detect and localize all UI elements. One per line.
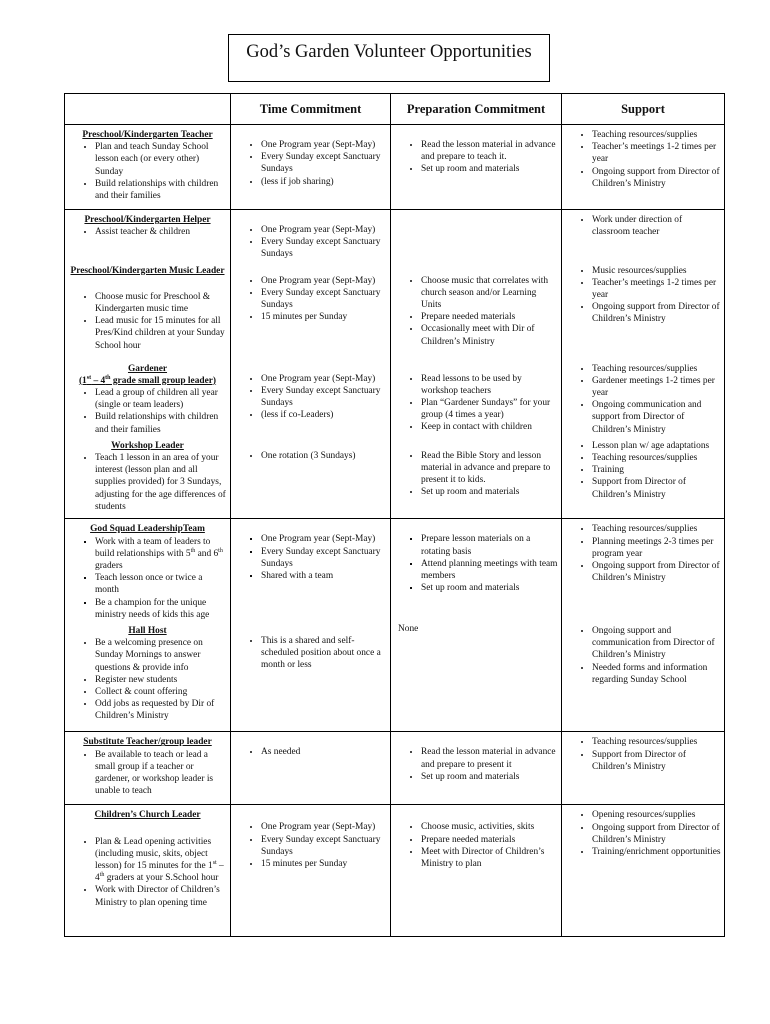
- list-item: • Set up room and materials: [421, 771, 558, 783]
- role-duties: [68, 836, 227, 909]
- role-title: Preschool/Kindergarten Music Leader: [70, 265, 225, 276]
- list-item: ▪ Work with a team of leaders to build relationships with 5th and 6th graders: [95, 536, 227, 573]
- prep-cell: [391, 125, 562, 210]
- role-row: [65, 519, 725, 621]
- role-title: Children’s Church Leader: [94, 810, 201, 821]
- volunteer-table: [64, 93, 725, 937]
- prep-cell: [391, 261, 562, 359]
- list-item: • Needed forms and information regarding Sunday School: [592, 662, 721, 686]
- support-list: [565, 363, 721, 436]
- support-list: [565, 129, 721, 190]
- list-item: • Music resources/supplies: [592, 265, 721, 277]
- role-duties: [68, 226, 227, 238]
- role-title: Preschool/Kindergarten Teacher: [82, 130, 213, 140]
- prep-none: None: [398, 623, 419, 634]
- role-cell: [65, 125, 231, 210]
- list-item: ▪ Be a champion for the unique ministry needs of kids this age: [95, 597, 227, 621]
- list-item: • This is a shared and self-scheduled position about once a month or less: [261, 635, 387, 672]
- time-list: [234, 533, 387, 582]
- role-cell: [65, 261, 231, 359]
- role-row: [65, 732, 725, 805]
- prep-cell: [391, 210, 562, 261]
- support-cell: [562, 359, 725, 436]
- role-cell: [65, 805, 231, 937]
- list-item: • Set up room and materials: [421, 163, 558, 175]
- list-item: • Every Sunday except Sanctuary Sundays: [261, 151, 387, 175]
- support-cell: [562, 621, 725, 732]
- role-cell: [65, 436, 231, 519]
- role-row: [65, 359, 725, 436]
- list-item: • Plan & Lead opening activities (including music, skits, object lesson) for 15 minutes for the 1st – 4th graders at your S.School hour: [95, 836, 227, 885]
- time-cell: [231, 805, 391, 937]
- list-item: ▪ Attend planning meetings with team members: [421, 558, 558, 582]
- list-item: • One Program year (Sept-May): [261, 224, 387, 236]
- role-duties: [68, 749, 227, 798]
- list-item: • Ongoing support from Director of Children’s Ministry: [592, 560, 721, 584]
- role-title: God Squad LeadershipTeam: [90, 524, 205, 535]
- list-item: • Collect & count offering: [95, 686, 227, 698]
- time-list: [234, 746, 387, 758]
- role-cell: [65, 732, 231, 805]
- prep-list: [394, 821, 558, 870]
- role-cell: [65, 519, 231, 621]
- list-item: • Build relationships with children and their families: [95, 411, 227, 435]
- list-item: • One Program year (Sept-May): [261, 139, 387, 151]
- list-item: • Teaching resources/supplies: [592, 363, 721, 375]
- list-item: • Odd jobs as requested by Dir of Children’s Ministry: [95, 698, 227, 722]
- time-cell: [231, 125, 391, 210]
- prep-cell: [391, 519, 562, 621]
- list-item: • Build relationships with children and their families: [95, 178, 227, 202]
- role-row: [65, 125, 725, 210]
- role-row: [65, 210, 725, 261]
- role-duties: [68, 536, 227, 621]
- list-item: • Work under direction of classroom teacher: [592, 214, 721, 238]
- list-item: • Lead a group of children all year (single or team leaders): [95, 387, 227, 411]
- list-item: • Teach 1 lesson in an area of your interest (lesson plan and all supplies provided) for 3 Sundays, adjusting for the age differences of students: [95, 452, 227, 513]
- list-item: • Gardener meetings 1-2 times per year: [592, 375, 721, 399]
- list-item: • Register new students: [95, 674, 227, 686]
- role-cell: [65, 210, 231, 261]
- time-list: [234, 275, 387, 324]
- list-item: • Lead music for 15 minutes for all Pres/Kind children at your Sunday School hour: [95, 315, 227, 352]
- support-cell: [562, 519, 725, 621]
- role-rows: [65, 125, 725, 937]
- prep-cell: [391, 359, 562, 436]
- list-item: ▪ Shared with a team: [261, 570, 387, 582]
- list-item: • Support from Director of Children’s Ministry: [592, 476, 721, 500]
- list-item: • Be a welcoming presence on Sunday Mornings to answer questions & provide info: [95, 637, 227, 674]
- list-item: • One Program year (Sept-May): [261, 275, 387, 287]
- list-item: • One rotation (3 Sundays): [261, 450, 387, 462]
- list-item: • Ongoing support from Director of Children’s Ministry: [592, 301, 721, 325]
- prep-list: [394, 450, 558, 499]
- list-item: • Teaching resources/supplies: [592, 736, 721, 748]
- list-item: • One Program year (Sept-May): [261, 373, 387, 385]
- list-item: • Read the lesson material in advance and prepare to teach it.: [421, 139, 558, 163]
- list-item: ▪ Prepare lesson materials on a rotating basis: [421, 533, 558, 557]
- time-cell: [231, 210, 391, 261]
- time-list: [234, 373, 387, 422]
- support-cell: [562, 261, 725, 359]
- prep-list: [394, 373, 558, 434]
- role-row: [65, 621, 725, 732]
- list-item: • Prepare needed materials: [421, 311, 558, 323]
- list-item: • Support from Director of Children’s Ministry: [592, 749, 721, 773]
- support-cell: [562, 732, 725, 805]
- list-item: • Assist teacher & children: [95, 226, 227, 238]
- role-duties: [68, 387, 227, 436]
- list-item: • Meet with Director of Children’s Ministry to plan: [421, 846, 558, 870]
- time-cell: [231, 436, 391, 519]
- list-item: • 15 minutes per Sunday: [261, 858, 387, 870]
- list-item: • Keep in contact with children: [421, 421, 558, 433]
- time-cell: [231, 359, 391, 436]
- page-title: God’s Garden Volunteer Opportunities: [228, 34, 550, 82]
- list-item: • Teacher’s meetings 1-2 times per year: [592, 277, 721, 301]
- list-item: • Prepare needed materials: [421, 834, 558, 846]
- list-item: • Training: [592, 464, 721, 476]
- list-item: • Set up room and materials: [421, 486, 558, 498]
- support-list: [565, 523, 721, 584]
- role-cell: [65, 621, 231, 732]
- header-support: Support: [562, 94, 725, 125]
- list-item: ▪ One Program year (Sept-May): [261, 533, 387, 545]
- role-row: [65, 805, 725, 937]
- time-cell: [231, 621, 391, 732]
- time-list: [234, 224, 387, 261]
- role-title: Substitute Teacher/group leader: [83, 737, 212, 748]
- list-item: • Work with Director of Children’s Ministry to plan opening time: [95, 884, 227, 908]
- role-title: Gardener (1st – 4th grade small group leader): [78, 363, 217, 386]
- list-item: • Read the lesson material in advance and prepare to present it: [421, 746, 558, 770]
- prep-list: [394, 275, 558, 348]
- list-item: • Teaching resources/supplies: [592, 523, 721, 535]
- prep-list: [394, 746, 558, 783]
- support-cell: [562, 125, 725, 210]
- list-item: • Choose music, activities, skits: [421, 821, 558, 833]
- prep-list: [394, 139, 558, 176]
- role-duties: [68, 637, 227, 722]
- list-item: • Planning meetings 2-3 times per program year: [592, 536, 721, 560]
- list-item: • Read the Bible Story and lesson material in advance and prepare to present it to kids.: [421, 450, 558, 487]
- support-list: [565, 440, 721, 501]
- list-item: ▪ Every Sunday except Sanctuary Sundays: [261, 546, 387, 570]
- prep-cell: [391, 621, 562, 732]
- header-prep: Preparation Commitment: [391, 94, 562, 125]
- list-item: • Plan and teach Sunday School lesson each (or every other) Sunday: [95, 141, 227, 178]
- list-item: • Be available to teach or lead a small group if a teacher or gardener, or workshop leader is unable to teach: [95, 749, 227, 798]
- support-list: [565, 736, 721, 773]
- time-cell: [231, 261, 391, 359]
- support-cell: [562, 210, 725, 261]
- list-item: ▪ Teach lesson once or twice a month: [95, 572, 227, 596]
- list-item: • Every Sunday except Sanctuary Sundays: [261, 287, 387, 311]
- time-cell: [231, 519, 391, 621]
- role-row: [65, 261, 725, 359]
- support-cell: [562, 436, 725, 519]
- prep-list: [394, 533, 558, 594]
- list-item: • (less if job sharing): [261, 176, 387, 188]
- role-cell: [65, 359, 231, 436]
- header-row: [65, 94, 725, 125]
- list-item: • Teaching resources/supplies: [592, 129, 721, 141]
- header-role: [65, 94, 231, 125]
- list-item: • Training/enrichment opportunities: [592, 846, 721, 858]
- time-cell: [231, 732, 391, 805]
- role-row: [65, 436, 725, 519]
- support-list: [565, 809, 721, 858]
- role-title: Workshop Leader: [111, 440, 184, 451]
- list-item: • Ongoing support from Director of Children’s Ministry: [592, 166, 721, 190]
- list-item: • Choose music that correlates with church season and/or Learning Units: [421, 275, 558, 312]
- list-item: • Read lessons to be used by workshop teachers: [421, 373, 558, 397]
- list-item: • Choose music for Preschool & Kindergarten music time: [95, 291, 227, 315]
- list-item: • (less if co-Leaders): [261, 409, 387, 421]
- time-list: [234, 635, 387, 672]
- support-list: [565, 625, 721, 686]
- prep-cell: [391, 436, 562, 519]
- list-item: • Every Sunday except Sanctuary Sundays: [261, 236, 387, 260]
- role-duties: [68, 291, 227, 352]
- header-time: Time Commitment: [231, 94, 391, 125]
- prep-cell: [391, 732, 562, 805]
- list-item: • Ongoing support from Director of Children’s Ministry: [592, 822, 721, 846]
- list-item: • Ongoing communication and support from Director of Children’s Ministry: [592, 399, 721, 436]
- time-list: [234, 450, 387, 462]
- list-item: • Plan “Gardener Sundays” for your group (4 times a year): [421, 397, 558, 421]
- time-list: [234, 821, 387, 870]
- time-list: [234, 139, 387, 188]
- list-item: • 15 minutes per Sunday: [261, 311, 387, 323]
- list-item: • Every Sunday except Sanctuary Sundays: [261, 834, 387, 858]
- list-item: • As needed: [261, 746, 387, 758]
- support-list: [565, 214, 721, 238]
- list-item: • Teaching resources/supplies: [592, 452, 721, 464]
- list-item: • Ongoing support and communication from Director of Children’s Ministry: [592, 625, 721, 662]
- role-title: Hall Host: [128, 625, 167, 636]
- role-duties: [68, 141, 227, 202]
- list-item: • Opening resources/supplies: [592, 809, 721, 821]
- prep-cell: [391, 805, 562, 937]
- support-cell: [562, 805, 725, 937]
- list-item: • Lesson plan w/ age adaptations: [592, 440, 721, 452]
- list-item: ▪ Set up room and materials: [421, 582, 558, 594]
- role-title: Preschool/Kindergarten Helper: [84, 215, 211, 225]
- list-item: • One Program year (Sept-May): [261, 821, 387, 833]
- list-item: • Every Sunday except Sanctuary Sundays: [261, 385, 387, 409]
- support-list: [565, 265, 721, 326]
- list-item: • Occasionally meet with Dir of Children’s Ministry: [421, 323, 558, 347]
- list-item: • Teacher’s meetings 1-2 times per year: [592, 141, 721, 165]
- role-duties: [68, 452, 227, 513]
